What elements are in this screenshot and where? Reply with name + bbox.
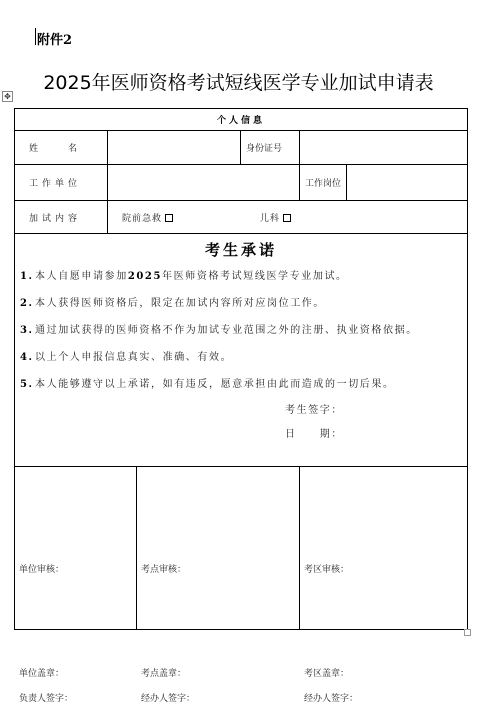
work-unit-label: 工作单位 — [15, 165, 108, 201]
unit-review-label: 单位审核： — [19, 565, 65, 575]
candidate-signature-line — [15, 401, 467, 425]
work-unit-field[interactable] — [108, 165, 300, 201]
checkbox-icon[interactable] — [283, 214, 291, 222]
checkbox-icon[interactable] — [165, 214, 173, 222]
unit-review-cell[interactable] — [15, 467, 137, 704]
exam-site-handler-sign-label: 经办人签字： — [141, 694, 196, 704]
date-label: 日 期： — [285, 429, 343, 440]
id-number-field[interactable] — [300, 131, 468, 165]
pledge-section — [15, 234, 468, 467]
exam-area-seal-label: 考区盖章： — [304, 669, 350, 679]
exam-content-label: 加试内容 — [15, 201, 108, 234]
document-title: 2025年医师资格考试短线医学专业加试申请表 — [43, 72, 434, 94]
text-cursor — [35, 28, 36, 45]
date-line — [15, 425, 467, 449]
pledge-item: 4. 以上个人申报信息真实、准确、有效。 — [20, 352, 233, 363]
table-resize-handle-icon[interactable] — [464, 629, 471, 636]
pledge-item: 5. 本人能够遵守以上承诺，如有违反，愿意承担由此而造成的一切后果。 — [20, 379, 395, 390]
name-label: 姓 名 — [15, 131, 108, 165]
exam-site-review-cell[interactable] — [137, 467, 300, 704]
exam-content-options — [108, 201, 468, 234]
pledge-item: 2. 本人获得医师资格后，限定在加试内容所对应岗位工作。 — [20, 298, 325, 309]
id-number-label: 身份证号 — [241, 131, 300, 165]
name-field[interactable] — [108, 131, 241, 165]
exam-site-seal-label: 考点盖章： — [141, 669, 187, 679]
exam-area-handler-sign-label: 经办人签字： — [304, 694, 359, 704]
pledge-item: 3. 通过加试获得的医师资格不作为加试专业范围之外的注册、执业资格依据。 — [20, 325, 418, 336]
option-pediatrics-label: 儿科 — [259, 213, 280, 224]
unit-responsible-sign-label: 负责人签字： — [19, 694, 74, 704]
application-form-table — [14, 108, 468, 704]
pledge-item: 1. 本人自愿申请参加2025年医师资格考试短线医学专业加试。 — [20, 271, 348, 282]
exam-site-review-label: 考点审核： — [141, 565, 187, 575]
section-title-personal-info: 个人信息 — [15, 109, 468, 131]
work-post-label: 工作岗位 — [300, 165, 347, 201]
section-title-pledge: 考生承诺 — [205, 241, 278, 259]
exam-area-review-cell[interactable] — [300, 467, 468, 704]
pledge-list — [15, 268, 467, 394]
option-prehospital-label: 院前急救 — [122, 213, 163, 224]
attachment-label: 附件2 — [37, 33, 73, 48]
candidate-signature-label: 考生签字： — [285, 405, 343, 416]
option-prehospital[interactable] — [108, 211, 257, 224]
exam-area-review-label: 考区审核： — [304, 565, 350, 575]
table-move-handle-icon[interactable]: ✥ — [2, 91, 13, 102]
work-post-field[interactable] — [347, 165, 468, 201]
unit-seal-label: 单位盖章： — [19, 669, 65, 679]
option-pediatrics[interactable] — [260, 211, 291, 224]
